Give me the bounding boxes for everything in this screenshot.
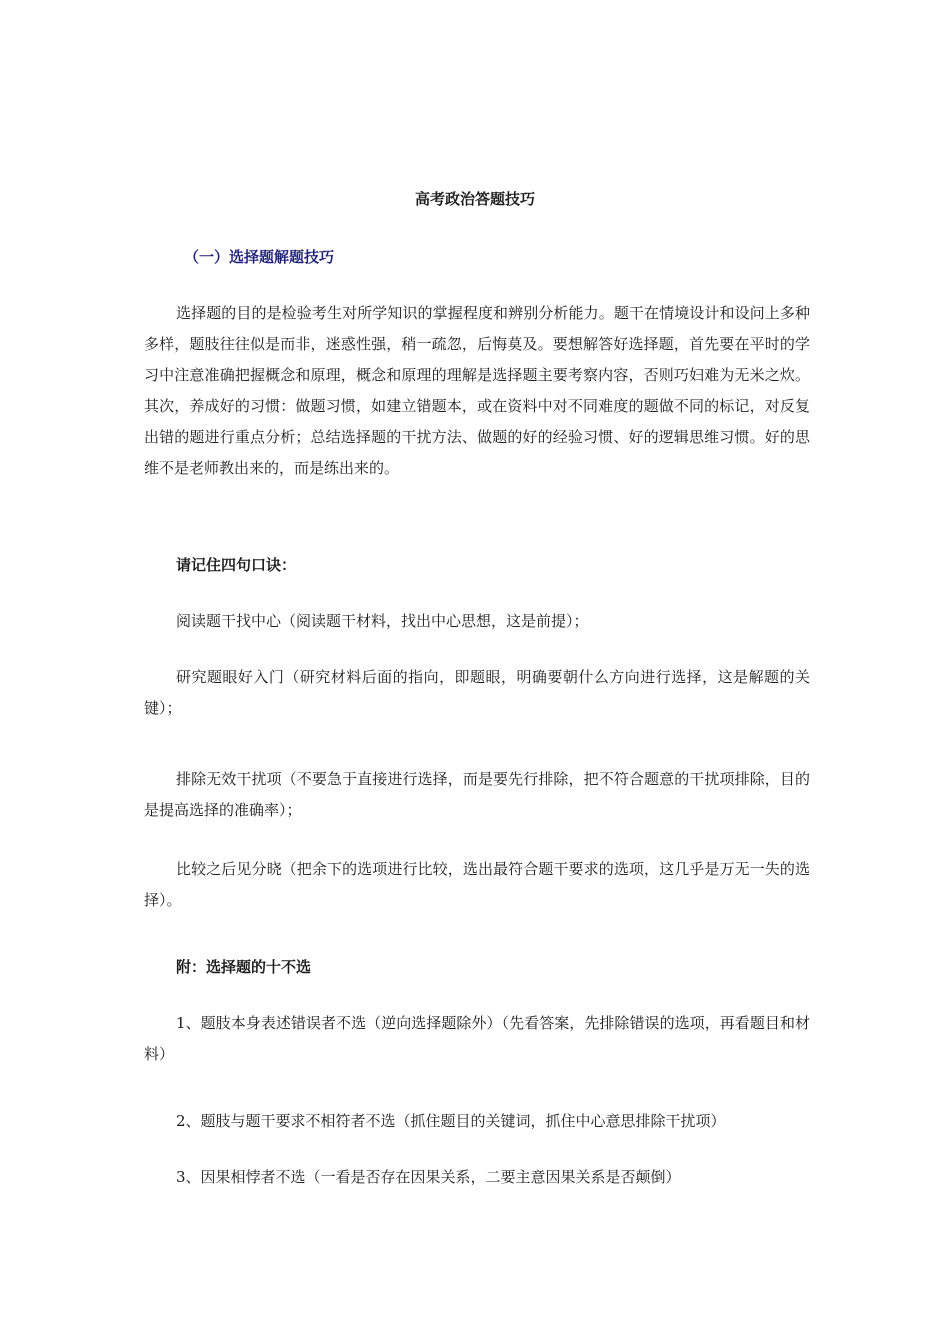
mnemonic-heading: 请记住四句口诀： <box>176 556 297 574</box>
appendix-heading: 附：选择题的十不选 <box>176 958 312 976</box>
document-title: 高考政治答题技巧 <box>414 190 535 208</box>
mnemonic-item: 排除无效干扰项（不要急于直接进行选择，而是要先行排除，把不符合题意的干扰项排除，目的是提高选择的准确率）； <box>144 770 810 819</box>
rule-item: 2、题肢与题干要求不相符者不选（抓住题目的关键词，抓住中心意思排除干扰项） <box>176 1112 726 1130</box>
intro-paragraph: 选择题的目的是检验考生对所学知识的掌握程度和辨别分析能力。题干在情境设计和设问上多种多样，题肢往往似是而非，迷惑性强，稍一疏忽，后悔莫及。要想解答好选择题，首先要在平时的学习中注意准确把握概念和原理，概念和原理的理解是选择题主要考察内容，否则巧妇难为无米之炊。其次，养成好的习惯：做题习惯，如建立错题本，或在资料中对不同难度的题做不同的标记，对反复出错的题进行重点分析；总结选择题的干扰方法、做题的好的经验习惯、好的逻辑思维习惯。好的思维不是老师教出来的，而是练出来的。 <box>144 304 810 477</box>
rule-item: 1、题肢本身表述错误者不选（逆向选择题除外）（先看答案，先排除错误的选项，再看题目和材料） <box>144 1014 810 1063</box>
rule-item: 3、因果相悖者不选（一看是否存在因果关系，二要主意因果关系是否颠倒） <box>176 1168 681 1186</box>
section-heading: （一）选择题解题技巧 <box>184 248 335 266</box>
mnemonic-item: 研究题眼好入门（研究材料后面的指向，即题眼，明确要朝什么方向进行选择，这是解题的关键）； <box>144 668 810 717</box>
mnemonic-item: 阅读题干找中心（阅读题干材料，找出中心思想，这是前提）； <box>176 612 589 630</box>
mnemonic-item: 比较之后见分晓（把余下的选项进行比较，选出最符合题干要求的选项，这几乎是万无一失的选择）。 <box>144 860 810 909</box>
